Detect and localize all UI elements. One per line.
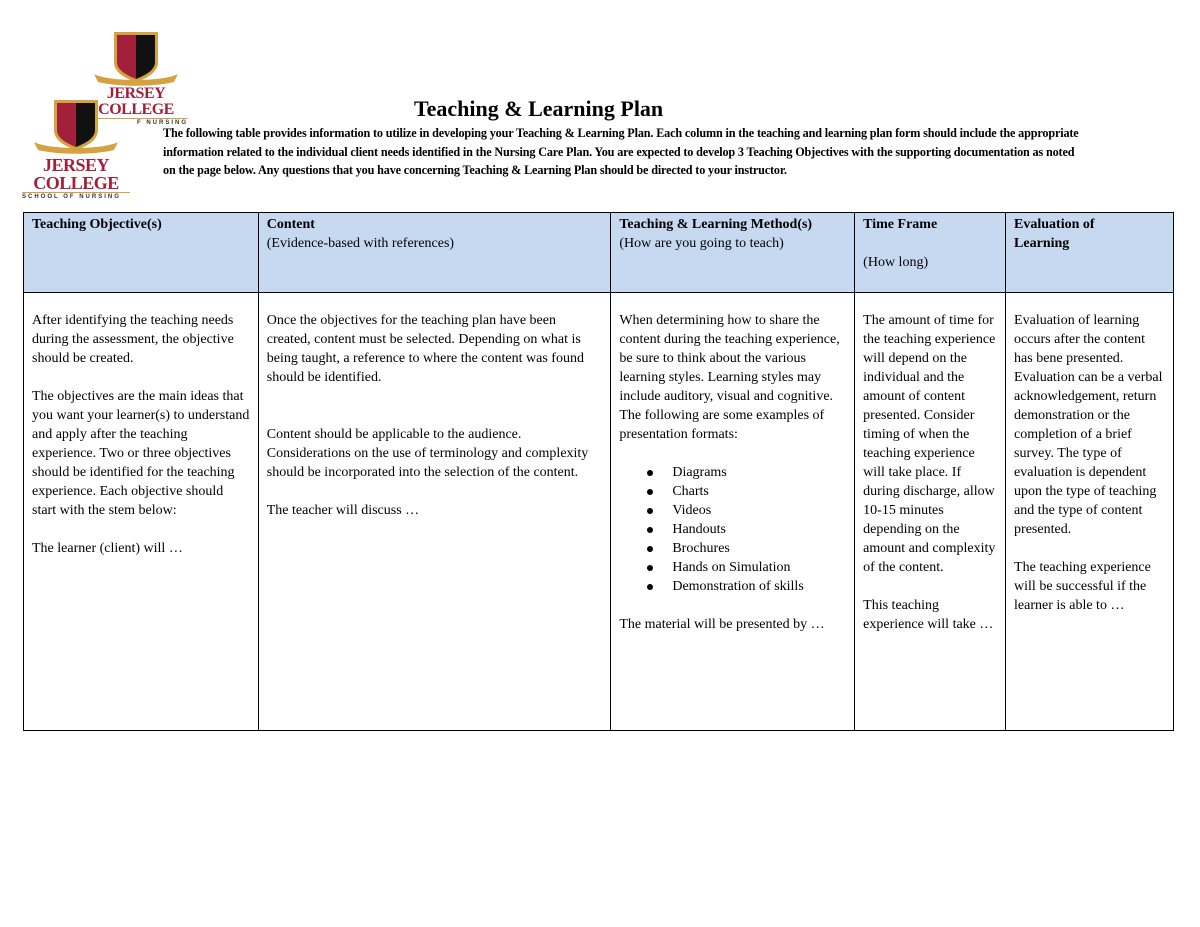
header-title: Time Frame [863, 217, 938, 232]
header-title: Content [266, 217, 315, 232]
college-logo-top: JERSEY COLLEGE F NURSING [84, 28, 188, 126]
cell-text: Once the objectives for the teaching plan have been created, content must be selected. Depending on what is being taught, a reference to where the content was found should be identified. [266, 313, 584, 385]
format-list [619, 463, 846, 596]
header-title: Evaluation of Learning [1014, 217, 1095, 251]
list-item: Demonstration of skills [672, 577, 846, 596]
header-evaluation [1006, 213, 1174, 293]
header-content [258, 213, 611, 293]
table-row [24, 293, 1174, 731]
crest-icon [84, 28, 188, 86]
header-subtitle: (How are you going to teach) [619, 236, 784, 251]
header-subtitle: (Evidence-based with references) [266, 236, 455, 251]
cell-text: The objectives are the main ideas that you want your learner(s) to understand and apply after the teaching experience. Two or three objectives should be identified for the teaching experience. Each objective should start with the stem below: [32, 389, 250, 518]
teaching-plan-table [23, 212, 1174, 731]
cell-text: The learner (client) will … [32, 541, 183, 556]
list-item: Diagrams [672, 463, 846, 482]
college-logo [22, 98, 130, 200]
logo-subtitle: SCHOOL OF NURSING [22, 192, 130, 200]
cell-text: When determining how to share the content during the teaching experience, be sure to think about the various learning styles. Learning styles may include auditory, visual and cognitive. The following are some examples of presentation formats: [619, 313, 840, 442]
logo-name: JERSEY COLLEGE [33, 155, 119, 193]
list-item: Charts [672, 482, 846, 501]
list-item: Hands on Simulation [672, 558, 846, 577]
cell-time-frame [855, 293, 1006, 731]
list-item: Videos [672, 501, 846, 520]
page-title: Teaching & Learning Plan [414, 96, 664, 121]
list-item: Brochures [672, 539, 846, 558]
header-objectives [24, 213, 259, 293]
cell-objectives [24, 293, 259, 731]
cell-method [611, 293, 855, 731]
table-header-row [24, 213, 1174, 293]
cell-evaluation [1006, 293, 1174, 731]
list-item: Handouts [672, 520, 846, 539]
cell-text: After identifying the teaching needs during the assessment, the objective should be created. [32, 313, 234, 366]
cell-text: The teaching experience will be successful if the learner is able to … [1014, 560, 1151, 613]
cell-text: Content should be applicable to the audience. Considerations on the use of terminology and complexity should be incorporated into the selection of the content. [266, 427, 589, 480]
cell-text: Evaluation of learning occurs after the content has bene presented. Evaluation can be a verbal acknowledgement, return demonstration or the completion of a brief survey. The type of evaluation is dependent upon the type of teaching and the type of content presented. [1014, 313, 1163, 537]
cell-text: The amount of time for the teaching experience will depend on the individual and the amount of content presented. Consider timing of when the teaching experience will take place. If during discharge, allow 10-15 minutes depending on the amount and complexity of the content. [863, 313, 996, 575]
intro-text: The following table provides information to utilize in developing your Teaching & Learning Plan. Each column in the teaching and learning plan form should include the appropriate information related to the individual client needs identified in the Nursing Care Plan. You are expected to develop 3 Teaching Objectives with the supporting documentation as noted on the page below. Any questions that you have concerning Teaching & Learning Plan should be directed to your instructor. [163, 126, 1079, 177]
header-title: Teaching Objective(s) [32, 217, 162, 232]
header-title: Teaching & Learning Method(s) [619, 217, 813, 232]
header-subtitle: (How long) [863, 255, 929, 270]
crest-icon [22, 98, 130, 156]
header-time-frame [855, 213, 1006, 293]
cell-text: The material will be presented by … [619, 617, 825, 632]
cell-text: This teaching experience will take … [863, 598, 994, 632]
cell-text: The teacher will discuss … [266, 503, 420, 518]
cell-content [258, 293, 611, 731]
header-method [611, 213, 855, 293]
